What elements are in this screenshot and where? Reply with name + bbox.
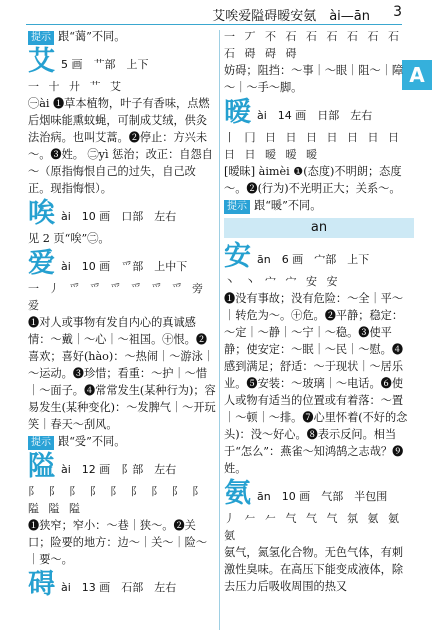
letter-tab[interactable]: A [402, 60, 432, 90]
right-column [224, 28, 414, 595]
definition: 妨碍；阻挡：～事｜～眼｜阻～｜障～｜～手～脚。 [224, 64, 404, 94]
entry-head-ai6 [224, 98, 414, 128]
tip-badge: 提示 [28, 436, 54, 450]
entry-head-ai1 [28, 47, 218, 77]
entry-info: ān 10 画 气部 半包围 [257, 490, 388, 503]
entry-info: ān 6 画 宀部 上下 [257, 253, 370, 266]
entry-info: 5 画 艹部 上下 [61, 58, 149, 71]
tip-badge: 提示 [28, 31, 54, 45]
entry-head-ai4 [28, 452, 218, 482]
definition: ❶狭窄；窄小：～巷｜狭～。❷关口；险要的地方：边～｜关～｜险～｜要～。 [28, 519, 208, 566]
tip-line [224, 197, 414, 214]
tip-line [28, 433, 218, 450]
stroke-order: 一 丆 不 石 石 石 石 石 石 石 碍 碍 碍 [224, 30, 402, 60]
left-column [28, 28, 218, 601]
page-number: 3 [393, 4, 402, 20]
entry-head-an2 [224, 479, 414, 509]
page-header [0, 0, 432, 26]
headword: 暧 [224, 97, 251, 128]
headword: 爱 [28, 248, 55, 279]
header-rule [26, 24, 402, 25]
headword: 艾 [28, 46, 55, 77]
entry-head-ai5 [28, 570, 218, 600]
entry-head-an1 [224, 242, 414, 272]
stroke-order: 一 十 廾 艹 艾 [28, 80, 124, 93]
tip-text: 跟“受”不同。 [58, 435, 126, 448]
stroke-order: 丨 冂 日 日 日 日 日 日 日 日 日 暧 暧 暧 [224, 131, 402, 161]
definition: 见 2 页“唉”㊁。 [28, 232, 110, 245]
definition: [暧昧] àimèi ❶(态度)不明朗；态度～。❷(行为)不光明正大；关系～。 [224, 165, 402, 195]
stroke-order: 丶 丶 宀 宀 安 安 [224, 275, 341, 288]
stroke-order: 一 丿 爫 爫 爫 爫 爫 爫 旁 爱 [28, 282, 206, 312]
headword: 隘 [28, 451, 55, 482]
pinyin-section-band: an [224, 218, 414, 238]
entry-head-ai2 [28, 199, 218, 229]
entry-info: ài 12 画 阝部 左右 [61, 463, 177, 476]
headword: 氨 [224, 478, 251, 509]
headword: 安 [224, 241, 251, 272]
column-divider [219, 30, 220, 630]
tip-text: 跟“暖”不同。 [254, 199, 322, 212]
entry-info: ài 13 画 石部 左右 [61, 581, 177, 594]
tip-line [28, 28, 218, 45]
tip-badge: 提示 [224, 200, 250, 214]
headword: 唉 [28, 198, 55, 229]
definition: ㊀ài ❶草本植物，叶子有香味，点燃后烟味能熏蚊蝇，可制成艾绒，供灸法治病。也叫艾蒿。❷停止：方兴未～。❸姓。 ㊁yì 惩治；改正：自怨自～（原指悔恨自己的过失，自己改正。现指悔恨）。 [28, 97, 213, 195]
entry-head-ai3 [28, 249, 218, 279]
stroke-order: 丿 𠂉 𠂉 气 气 气 氛 氨 氨 氨 [224, 512, 402, 542]
definition: ❶没有事故；没有危险：～全｜平～｜转危为～。㊉危。❷平静；稳定：～定｜～静｜～宁｜～稳。❸使平静；使安定：～眠｜～民｜～慰。❹感到满足；舒适：～于现状｜～居乐业。❺安装：～玻璃｜～电话。❻使人或物有适当的位置或有着落：～置｜～顿｜～排。❼心里怀着(不好的念头)：没～好心。❽表示反问。相当于“怎么”：燕雀～知鸿鹄之志哉？❾姓。 [224, 292, 408, 475]
definition: 氨气，氮氢化合物。无色气体，有刺激性臭味。在高压下能变成液体，除去压力后吸收周围的热又 [224, 546, 404, 593]
stroke-order: 阝 阝 阝 阝 阝 阝 阝 阝 阝 隘 隘 隘 [28, 485, 206, 515]
definition: ❶对人或事物有发自内心的真诚感情：～戴｜～心｜～祖国。㊉恨。❷喜欢；喜好(hào)：～热闹｜～游泳｜～运动。❸珍惜；看重：～护｜～惜｜～面子。❹常常发生(某种行为)；容易发生(某种变化)：～发脾气｜～开玩笑｜春天～刮风。 [28, 316, 216, 431]
entry-info: ài 10 画 爫部 上中下 [61, 260, 188, 273]
entry-info: ài 10 画 口部 左右 [61, 210, 177, 223]
entry-info: ài 14 画 日部 左右 [257, 109, 373, 122]
tip-text: 跟“蔼”不同。 [58, 30, 126, 43]
header-words: 艾唉爱隘碍暧安氨 ài—ān [212, 9, 370, 24]
headword: 碍 [28, 569, 55, 600]
